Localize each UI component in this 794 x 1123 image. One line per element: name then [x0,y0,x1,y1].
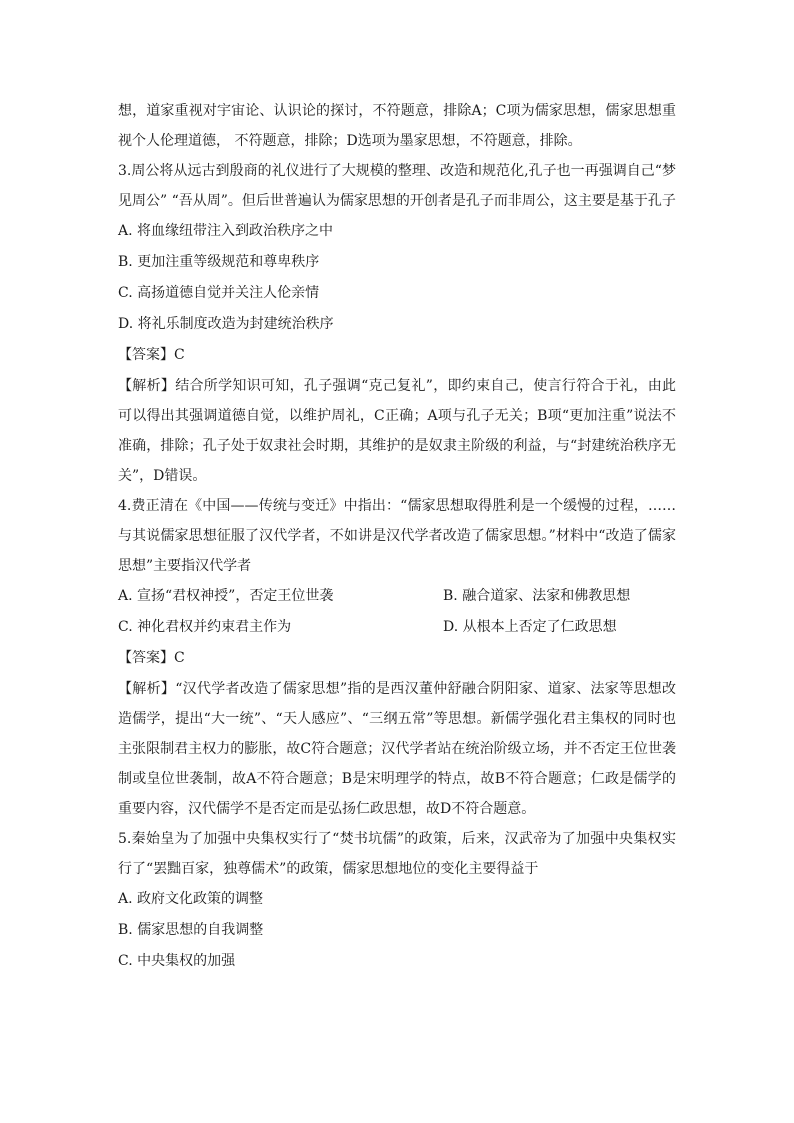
question-5-stem: 5.秦始皇为了加强中央集权实行了“焚书坑儒”的政策，后来，汉武帝为了加强中央集权实行了“罢黜百家，独尊儒术”的政策，儒家思想地位的变化主要得益于 [118,831,676,877]
question-4-stem: 4.费正清在《中国——传统与变迁》中指出：“儒家思想取得胜利是一个缓慢的过程，……与其说儒家思想征服了汉代学者，不如讲是汉代学者改造了儒家思想。”材料中“改造了儒家思想”主要指汉代学者 [118,498,676,574]
question-3-stem: 3.周公将从远古到殷商的礼仪进行了大规模的整理、改造和规范化,孔子也一再强调自己“梦见周公” “吾从周”。但后世普遍认为儒家思想的开创者是孔子而非周公，这主要是基于孔子 [118,163,676,209]
question-4-option-a: A. 宣扬“君权神授”，否定王位世袭 [118,588,334,604]
question-4-option-b: B. 融合道家、法家和佛教思想 [443,588,631,604]
question-4-option-d: D. 从根本上否定了仁政思想 [443,619,617,635]
question-3-analysis: 【解析】结合所学知识可知，孔子强调“克己复礼”，即约束自己，使言行符合于礼，由此可以得出其强调道德自觉，以维护周礼，C正确；A项与孔子无关；B项“更加注重”说法不准确，排除；孔子处于奴隶社会时期，其维护的是奴隶主阶级的利益，与“封建统治秩序无关”，D错误。 [118,378,676,484]
question-4-answer: 【答案】C [118,650,185,666]
question-5-option-b: B. 儒家思想的自我调整 [118,922,264,938]
question-5-option-c: C. 中央集权的加强 [118,953,236,969]
question-5-option-a: A. 政府文化政策的调整 [118,891,264,907]
question-3-option-c: C. 高扬道德自觉并关注人伦亲情 [118,285,320,301]
question-3-option-a: A. 将血缘纽带注入到政治秩序之中 [118,223,334,239]
question-4-options-row-1 [118,581,676,612]
question-4-analysis: 【解析】“汉代学者改造了儒家思想”指的是西汉董仲舒融合阴阳家、道家、法家等思想改造儒学，提出“大一统”、“天人感应”、“三纲五常”等思想。新儒学强化君主集权的同时也主张限制君主权力的膨胀，故C符合题意；汉代学者站在统治阶级立场，并不否定王位世袭制或皇位世袭制，故A不符合题意；B是宋明理学的特点，故B不符合题意；仁政是儒学的重要内容，汉代儒学不是否定而是弘扬仁政思想，故D不符合题意。 [118,681,676,817]
question-4-options-row-2 [118,612,676,643]
question-3-option-d: D. 将礼乐制度改造为封建统治秩序 [118,316,334,332]
question-3-option-b: B. 更加注重等级规范和尊卑秩序 [118,254,320,270]
question-4-option-c: C. 神化君权并约束君主作为 [118,619,292,635]
analysis-continuation: 想，道家重视对宇宙论、认识论的探讨，不符题意，排除A；C项为儒家思想，儒家思想重视个人伦理道德， 不符题意，排除；D选项为墨家思想，不符题意，排除。 [118,103,676,149]
document-page [118,96,676,977]
question-3-answer: 【答案】C [118,347,185,363]
